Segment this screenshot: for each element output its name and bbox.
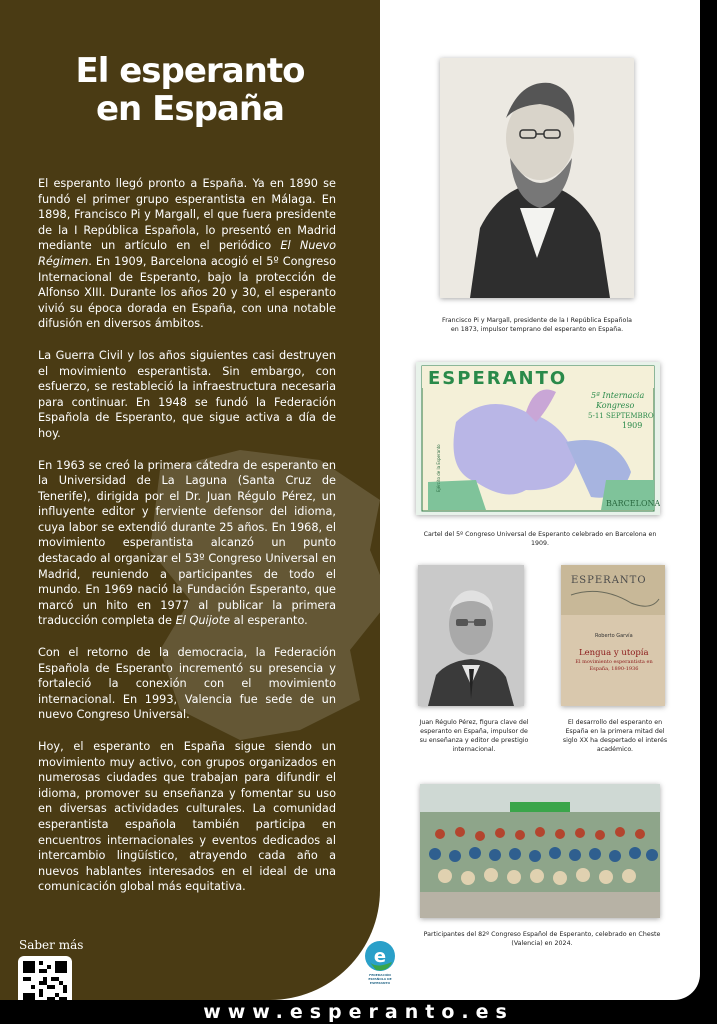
logo-text: FEDERACIÓN ESPAÑOLA DE ESPERANTO <box>368 973 392 985</box>
book-title: Lengua y utopía <box>579 648 649 658</box>
title-line-1: El esperanto <box>75 51 305 91</box>
poster-year: 1909 <box>622 421 643 430</box>
book-cover-art <box>561 565 665 706</box>
poster-dates: 5-11 SEPTEMBRO <box>588 412 654 420</box>
book-caption: El desarrollo del esperanto en España en la primera mitad del siglo XX ha despertado el interés académico. <box>562 719 668 753</box>
poster-title: ESPERANTO <box>428 368 568 389</box>
paragraph-3-b: al esperanto. <box>230 614 308 628</box>
poster-city: BARCELONA <box>606 499 660 508</box>
book-cover <box>561 565 665 706</box>
paragraph-1-b: . En 1909, Barcelona acogió el 5º Congreso Internacional de Esperanto, bajo la protección de Alfonso XIII. Durante los años 20 y 30, el esperanto vivió su época dorada en España, con una notable difusión en diversos ámbitos. <box>38 254 336 331</box>
book-banner: ESPERANTO <box>571 575 647 586</box>
federation-logo-icon <box>362 940 398 990</box>
qr-code-icon <box>23 961 67 1000</box>
paragraph-2: La Guerra Civil y los años siguientes casi destruyen el movimiento esperantista. Sin embargo, con esfuerzo, se restableció la infraestructura necesaria para continuar. En 1948 se fundó la Federación Española de Esperanto, que sigue activa a día de hoy. <box>38 348 336 440</box>
congress-poster-art <box>416 362 660 515</box>
qr-code[interactable] <box>18 956 72 1000</box>
paragraph-5: Hoy, el esperanto en España sigue siendo un movimiento muy activo, con grupos organizados en numerosas ciudades que trabajan para difundir el idioma, promover su enseñanza y fomentar su uso en diversas actividades culturales. La comunidad esperantista española también participa en encuentros internacionales y eventos dedicados al intercambio lingüístico, atrayendo cada año a nuevos hablantes interesados en el ideal de una comunicación global más equitativa. <box>38 740 336 894</box>
congress-poster-caption: Cartel del 5º Congreso Universal de Esperanto celebrado en Barcelona en 1909. <box>423 531 657 547</box>
book-author: Roberto Garvía <box>595 633 633 639</box>
paragraph-1-em: El Nuevo Régimen <box>38 239 336 268</box>
logo-letter: e <box>373 946 387 967</box>
poster-side-text: Ejército de la Esperanto <box>436 444 441 492</box>
book-subtitle: El movimiento esperantista en España, 1890-1936 <box>575 659 653 672</box>
saber-mas-label: Saber más <box>19 938 84 952</box>
pi-margall-portrait <box>440 58 634 298</box>
paragraph-1 <box>38 176 336 332</box>
federation-logo <box>362 940 398 990</box>
regulo-perez-caption: Juan Régulo Pérez, figura clave del esperanto en España, impulsor de su enseñanza y editor de prestigio internacional. <box>419 719 529 753</box>
paragraph-3-em: El Quijote <box>175 614 231 628</box>
paragraph-3 <box>38 458 336 630</box>
paragraph-3-a: En 1963 se creó la primera cátedra de esperanto en la Universidad de La Laguna (Santa Cruz de Tenerife), dirigida por el Dr. Juan Régulo Pérez, un influyente editor y ferviente defensor del idioma, cuya labor se extendió durante 25 años. En 1968, el movimiento esperantista alcanzó un punto destacado al organizar el 53º Congreso Universal en Madrid, reuniendo a participantes de todo el mundo. En 1969 nació la Fundación Esperanto, que marcó un hito en 1977 al publicar la primera traducción completa de <box>38 458 336 628</box>
page-title <box>0 52 380 128</box>
body-text <box>38 176 336 911</box>
pi-margall-drawing <box>440 58 634 298</box>
group-photo-caption: Participantes del 82º Congreso Español de Esperanto, celebrado en Cheste (Valencia) en 2024. <box>423 931 661 947</box>
website-url[interactable]: www.esperanto.es <box>203 1001 514 1023</box>
paragraph-1-a: El esperanto llegó pronto a España. Ya en 1890 se fundó el primer grupo esperantista en Málaga. En 1898, Francisco Pi y Margall, el que fuera presidente de la I República Española, lo presentó en Madrid mediante un artículo en el periódico <box>38 177 336 253</box>
poster-line-2: Kongreso <box>596 401 635 410</box>
group-photo-scene <box>420 784 660 918</box>
regulo-perez-photo <box>418 565 524 706</box>
pi-margall-caption: Francisco Pi y Margall, presidente de la I República Española en 1873, impulsor temprano del esperanto en España. <box>442 317 632 333</box>
congress-poster-1909 <box>416 362 660 515</box>
poster-line-1: 5ª Internacia <box>591 391 645 400</box>
title-line-2: en España <box>96 89 284 129</box>
congress-group-photo <box>420 784 660 918</box>
regulo-perez-portrait <box>418 565 524 706</box>
paragraph-4: Con el retorno de la democracia, la Federación Española de Esperanto incrementó su presencia y fortaleció la conexión con el movimiento internacional. En 1993, Valencia fue sede de un nuevo Congreso Universal. <box>38 646 336 722</box>
